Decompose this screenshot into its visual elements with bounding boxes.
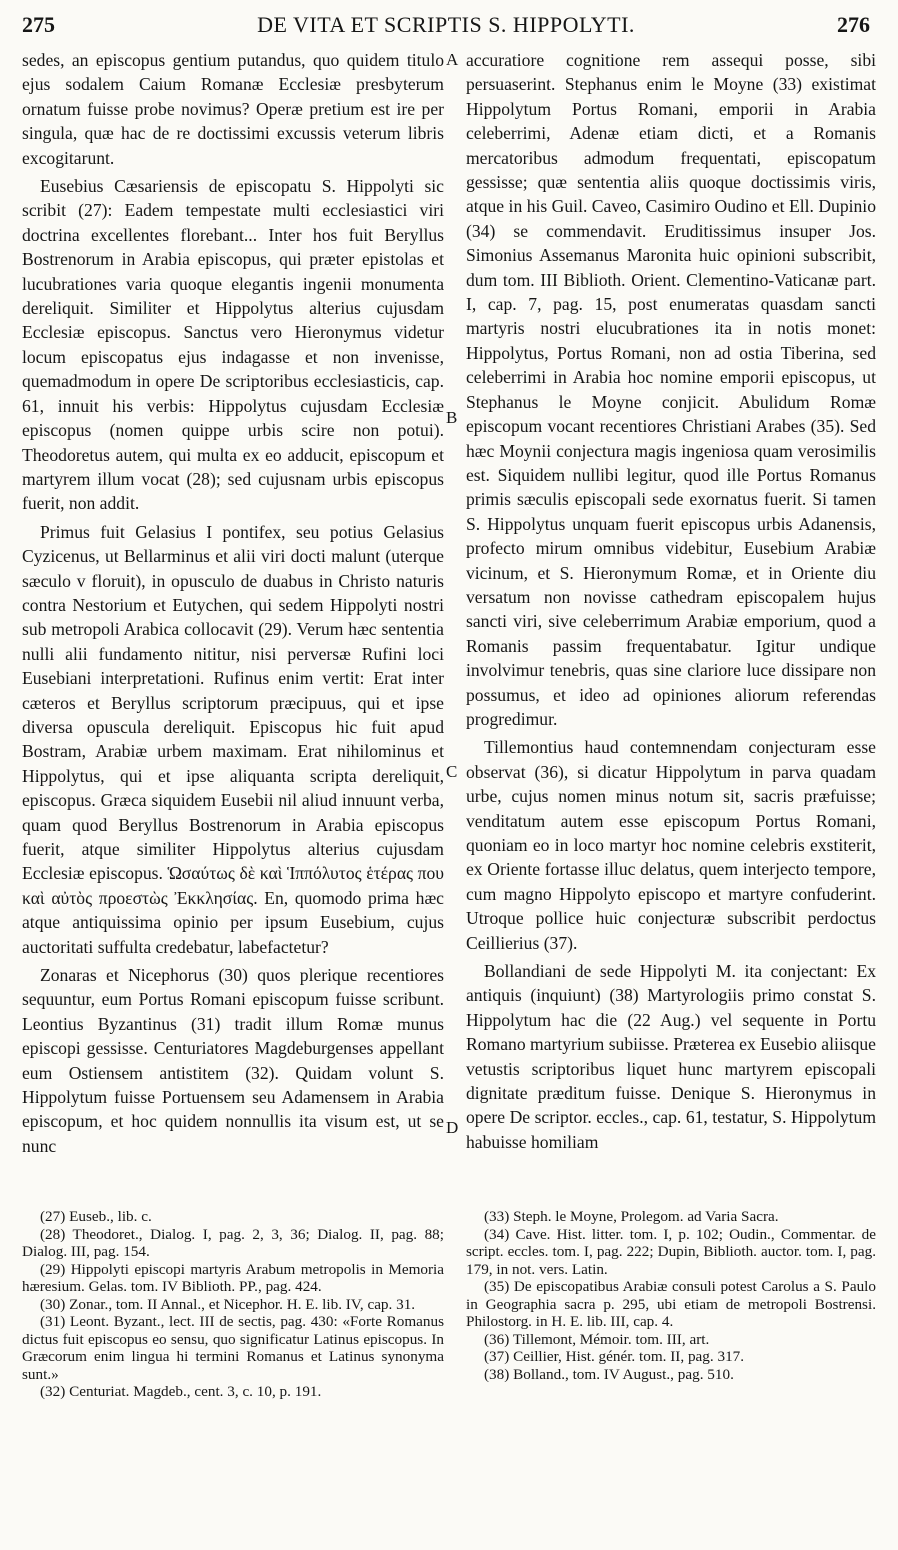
paragraph: accuratiore cognitione rem assequi posse, sibi persuaserint. Stephanus enim le Moyne (33) existimat Hippolytum Portus Romani, emporii in Arabia celeberrimi, Adenæ etiam dicti, et a Romanis mercatoribus admodum frequentati, episcopatum gessisse; quæ sententia aliis quoque doctissimis viris, atque in his Guil. Caveo, Casimiro Oudino et Ell. Dupinio (34) se commendavit. Eruditissimus insuper Jos. Simonius Assemanus Maronita huic opinioni subscribit, dum tom. III Biblioth. Orient. Clementino-Vaticanæ part. I, cap. 7, pag. 15, post enumeratas quasdam sancti martyris nostri elucubrationes ita in notis monet: Hippolytus, Portus Romani, non ad ostia Tiberina, sed celeberrimi in Arabia hoc nomine emporii episcopus, ut Stephanus le Moyne conjicit. Abulidum Romæ episcopum vocant recentiores Christiani Arabes (35). Sed hæc Moynii conjectura magis ingeniosa quam verosimilis est. Siquidem nullibi legitur, quod ille Portus Romanus primis sæculis episcopali sede exornatus fuerit. Si tamen S. Hippolytus unquam fuerit episcopus urbis Adanensis, profecto mirum omnibus videbitur, Eusebium Arabiæ vicinum, et S. Hieronymum Romæ, et in Oriente diu versatum non novisse cathedram episcopalem hujus sancti viri, sive celeberrimum Arabiæ emporium, quod a Romanis passim frequentabatur. Igitur undique involvimur tenebris, quas sine clariore luce dissipare non possumus, et ideo ad opiniones aliorum referendas progredimur. (466, 50, 876, 729)
left-column (22, 48, 444, 1158)
paragraph: Zonaras et Nicephorus (30) quos plerique recentiores sequuntur, eum Portus Romani episcopum fuisse scribunt. Leontius Byzantinus (31) tradit illum Romæ munus episcopi gessisse. Centuriatores Magdeburgenses appellant eum Ostiensem antistitem (32). Quidam volunt S. Hippolytum fuisse Portuensem seu Adamensem in Arabia episcopum, et hoc quidem nonnullis ita visum est, ut se nunc (22, 965, 444, 1156)
margin-letter-b: B (446, 408, 458, 427)
footnote: (37) Ceillier, Hist. génér. tom. II, pag. 317. (484, 1348, 745, 1365)
margin-letter-c: C (446, 762, 458, 781)
margin-letter-d: D (446, 1118, 459, 1137)
page-header (22, 12, 870, 42)
page-number-left: 275 (22, 12, 55, 37)
footnotes-left (22, 1208, 444, 1401)
footnote: (34) Cave. Hist. litter. tom. I, p. 102; Oudin., Commentar. de script. eccles. tom. I, pag. 222; Dupin, Biblioth. auctor. tom. I, pag. 179, in not. vers. Latin. (466, 1225, 876, 1278)
paragraph: sedes, an episcopus gentium putandus, quo quidem titulo ejus sodalem Caium Romanæ Ecclesiæ presbyterum ornatum fuisse probe novimus? Operæ pretium est ire per singula, quæ hac de re doctissimi excussis veterum libris excogitarunt. (22, 50, 444, 168)
paragraph: Primus fuit Gelasius I pontifex, seu potius Gelasius Cyzicenus, ut Bellarminus et alii viri docti malunt (uterque sæculo v floruit), in opusculo de duabus in Christo naturis contra Nestorium et Eutychen, qui sedem Hippolyti nostri sub metropoli Arabica collocavit (29). Verum hæc sententia nulli alii fundamento nititur, nisi perversæ Rufini loci Eusebiani interpretationi. Rufinus enim vertit: Erat inter cæteros et Beryllus scriptorum præcipuus, qui et ipse diversa opuscula dereliquit. Episcopus hic fuit apud Bostram, Arabiæ urbem maximam. Erat nihilominus et Hippolytus, qui et ipse aliquanta scripta dereliquit, episcopus. Græca siquidem Eusebii nil aliud innuunt verba, quam quod Beryllus Bostrenorum in Arabia episcopus fuerit, atque similiter Hippolytus alterius cujusdam Ecclesiæ episcopus. Ὡσαύτως δὲ καὶ Ἱππόλυτος ἑτέρας που καὶ αὐτὸς προεστὼς Ἐκκλησίας. En, quomodo prima hæc atque antiquissima opinio per ipsum Eusebium, cujus auctoritati suffulta credebatur, labefactetur? (22, 521, 444, 957)
footnote: (29) Hippolyti episcopi martyris Arabum metropolis in Memoria hæresium. Gelas. tom. IV Biblioth. PP., pag. 424. (22, 1260, 444, 1295)
page-number-right: 276 (837, 12, 870, 37)
margin-letter-a: A (446, 50, 459, 69)
footnote: (30) Zonar., tom. II Annal., et Nicephor. H. E. lib. IV, cap. 31. (40, 1295, 416, 1313)
paragraph: Eusebius Cæsariensis de episcopatu S. Hippolyti sic scribit (27): Eadem tempestate multi ecclesiastici viri doctrina excellentes florebant... Inter hos fuit Beryllus Bostrenorum in Arabia episcopus, qui præter epistolas et lucubrationes varia quoque elegantis ingenii monumenta dereliquit. Similiter et Hippolytus alterius cujusdam Ecclesiæ episcopus. Sanctus vero Hieronymus videtur locum episcopatus ejus indagasse et non invenisse, quemadmodum in opere De scriptoribus ecclesiasticis, cap. 61, innuit his verbis: Hippolytus cujusdam Ecclesiæ episcopus (nomen quippe urbis scire non potui). Theodoretus autem, qui multa ex eo adducit, episcopum et martyrem illum vocat (28); sed cujusnam urbis episcopus fuerit, non addit. (22, 176, 444, 514)
footnote: (33) Steph. le Moyne, Prolegom. ad Varia Sacra. (484, 1208, 779, 1225)
footnote: (31) Leont. Byzant., lect. III de sectis, pag. 430: «Forte Romanus dictus fuit episcopus eo sensu, quo significatur Latinus episcopus. In Græcorum enim lingua hi termini Romanus et Latinus synonyma sunt.» (22, 1313, 444, 1383)
footnote: (32) Centuriat. Magdeb., cent. 3, c. 10, p. 191. (40, 1383, 322, 1400)
footnote: (28) Theodoret., Dialog. I, pag. 2, 3, 36; Dialog. II, pag. 88; Dialog. III, pag. 154. (22, 1225, 444, 1260)
running-title: DE VITA ET SCRIPTIS S. HIPPOLYTI. (257, 12, 635, 37)
paragraph: Bollandiani de sede Hippolyti M. ita conjectant: Ex antiquis (inquiunt) (38) Martyrologiis primo constat S. Hippolytum hac die (22 Aug.) vel sequente in Portu Romano martyrium subiisse. Præterea ex Eusebio aliisque vetustis scriptoribus liquet hunc martyrem episcopali dignitate præditum fuisse. Denique S. Hieronymus in opere De scriptor. eccles., cap. 61, testatur, S. Hippolytum habuisse homiliam (466, 961, 876, 1152)
paragraph: Tillemontius haud contemnendam conjecturam esse observat (36), si dicatur Hippolytum in parva quadam urbe, cujus nomen minus notum sit, sacris præfuisse; venditatum autem esse episcopum Portus Romani, quoniam eo in loco martyr hoc nomine celebris exstiterit, ex Oriente fortasse illuc delatus, quem interjecto tempore, cum magno Hippolyto episcopo et martyre confuderint. Utroque pollice huic conjecturæ subscribit perdoctus Ceillierius (37). (466, 737, 876, 953)
footnote: (36) Tillemont, Mémoir. tom. III, art. (484, 1330, 710, 1348)
footnote: (27) Euseb., lib. c. (40, 1208, 152, 1225)
footnote: (35) De episcopatibus Arabiæ consuli potest Carolus a S. Paulo in Geographia sacra p. 295, ubi etiam de metropoli Bostrensi. Philostorg. in H. E. lib. III, cap. 4. (466, 1278, 876, 1330)
footnote: (38) Bolland., tom. IV August., pag. 510. (484, 1365, 734, 1383)
right-column (466, 48, 876, 1154)
footnotes-right (466, 1208, 876, 1383)
